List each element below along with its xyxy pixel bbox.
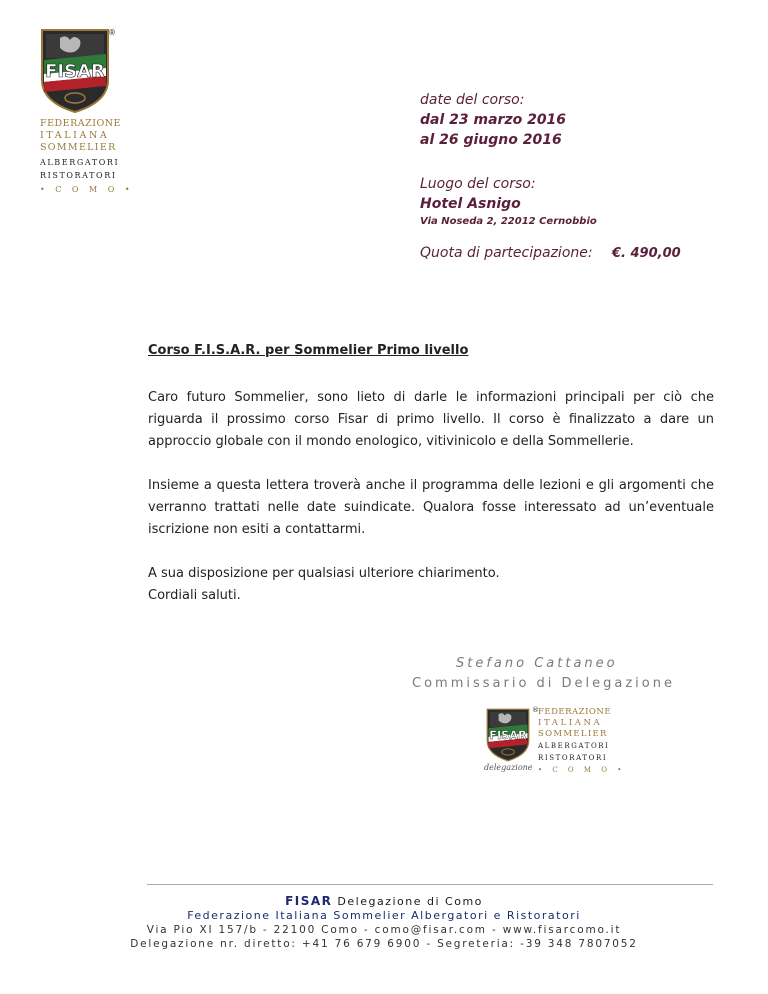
footer-brand: FISAR — [285, 894, 333, 908]
registered-mark: ® — [108, 28, 116, 37]
assoc-line-1: FEDERAZIONE — [40, 118, 121, 129]
place-label: Luogo del corso: — [420, 176, 536, 192]
stamp-caption: delegazione — [484, 763, 533, 772]
assoc-line-4: ALBERGATORI — [40, 158, 120, 167]
stamp-registered-mark: ® — [532, 706, 539, 714]
paragraph-program: Insieme a questa lettera troverà anche il programma delle lezioni e gli argomenti che verranno trattati nelle date suindicate. Qualora fosse interessato ad un’eventuale iscrizione non esiti a contattarmi. — [148, 478, 714, 537]
stamp-assoc-line-3: SOMMELIER — [538, 729, 608, 739]
assoc-line-6: • C O M O • — [40, 185, 134, 194]
logo-text: FISAR — [45, 61, 105, 82]
footer-title — [0, 894, 768, 908]
stamp-logo-text: FISAR — [489, 728, 527, 742]
place-name: Hotel Asnigo — [420, 196, 521, 212]
paragraph-closing — [148, 563, 714, 607]
course-info — [420, 90, 597, 230]
date-from: dal 23 marzo 2016 — [420, 112, 567, 128]
signatory-role: Commissario di Delegazione — [412, 676, 675, 691]
stamp-assoc-line-1: FEDERAZIONE — [538, 707, 612, 717]
dates-label: date del corso: — [420, 92, 525, 108]
stamp-logo — [486, 706, 530, 764]
signatory-name: Stefano Cattaneo — [456, 656, 618, 671]
place-address: Via Noseda 2, 22012 Cernobbio — [420, 216, 597, 227]
footer-phones: Delegazione nr. diretto: +41 76 679 6900 - Segreteria: -39 348 7807052 — [130, 938, 638, 950]
date-to: al 26 giugno 2016 — [420, 132, 562, 148]
assoc-line-3: SOMMELIER — [40, 142, 117, 153]
letter-title: Corso F.I.S.A.R. per Sommelier Primo livello — [148, 343, 469, 358]
fisar-logo — [40, 28, 110, 114]
assoc-line-5: RISTORATORI — [40, 171, 117, 180]
paragraph-intro: Caro futuro Sommelier, sono lieto di darle le informazioni principali per ciò che riguarda il prossimo corso Fisar di primo livello. Il corso è finalizzato a dare un approccio globale con il mondo enologico, vitivinicolo e della Sommellerie. — [148, 390, 714, 449]
stamp-assoc-line-4: ALBERGATORI — [538, 742, 610, 750]
stamp-association-name — [538, 707, 625, 776]
stamp-assoc-line-5: RISTORATORI — [538, 754, 608, 762]
closing-line: A sua disposizione per qualsiasi ulteriore chiarimento. — [148, 566, 500, 581]
fee-label: Quota di partecipazione: — [420, 245, 593, 261]
stamp-assoc-line-2: ITALIANA — [538, 718, 603, 728]
footer-divider — [147, 884, 713, 885]
footer-federation: Federazione Italiana Sommelier Albergatori e Ristoratori — [187, 909, 581, 922]
footer-address: Via Pio XI 157/b - 22100 Como - como@fisar.com - www.fisarcomo.it — [146, 924, 622, 936]
assoc-line-2: ITALIANA — [40, 130, 110, 141]
greetings-line: Cordiali saluti. — [148, 588, 241, 603]
stamp-assoc-line-6: • C O M O • — [538, 766, 626, 774]
fee-value: €. 490,00 — [612, 246, 681, 261]
footer-delegation: Delegazione di Como — [332, 895, 483, 908]
association-name — [40, 118, 134, 196]
